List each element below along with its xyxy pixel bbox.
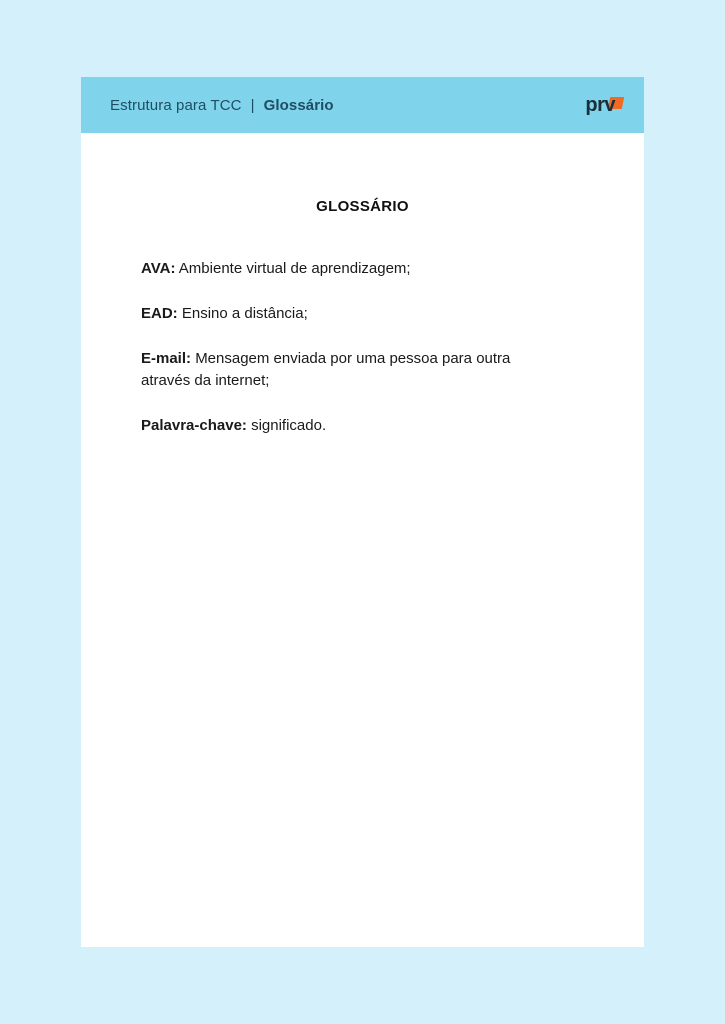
breadcrumb-section: Estrutura para TCC — [110, 96, 242, 114]
glossary-entry — [141, 415, 561, 437]
glossary-definition: significado. — [251, 417, 327, 434]
glossary-definition: Mensagem enviada por uma pessoa para outra através da internet; — [141, 350, 511, 389]
glossary-term: E-mail: — [141, 350, 192, 367]
logo-text: prv — [585, 93, 615, 116]
brand-logo — [585, 94, 615, 117]
glossary-term: Palavra-chave: — [141, 417, 247, 434]
document-title: GLOSSÁRIO — [316, 198, 409, 215]
document-page — [81, 77, 644, 947]
glossary-term: EAD: — [141, 305, 178, 322]
breadcrumb-separator: | — [250, 96, 255, 114]
document-content — [81, 198, 644, 437]
glossary-definition: Ensino a distância; — [181, 305, 308, 322]
glossary-term: AVA: — [141, 260, 176, 277]
breadcrumb — [110, 97, 334, 114]
glossary-definition: Ambiente virtual de aprendizagem; — [178, 260, 411, 277]
glossary-entry — [141, 348, 561, 392]
glossary-entry — [141, 303, 561, 325]
page-header — [81, 77, 644, 133]
glossary-entry — [141, 258, 561, 280]
breadcrumb-current: Glossário — [263, 96, 334, 114]
